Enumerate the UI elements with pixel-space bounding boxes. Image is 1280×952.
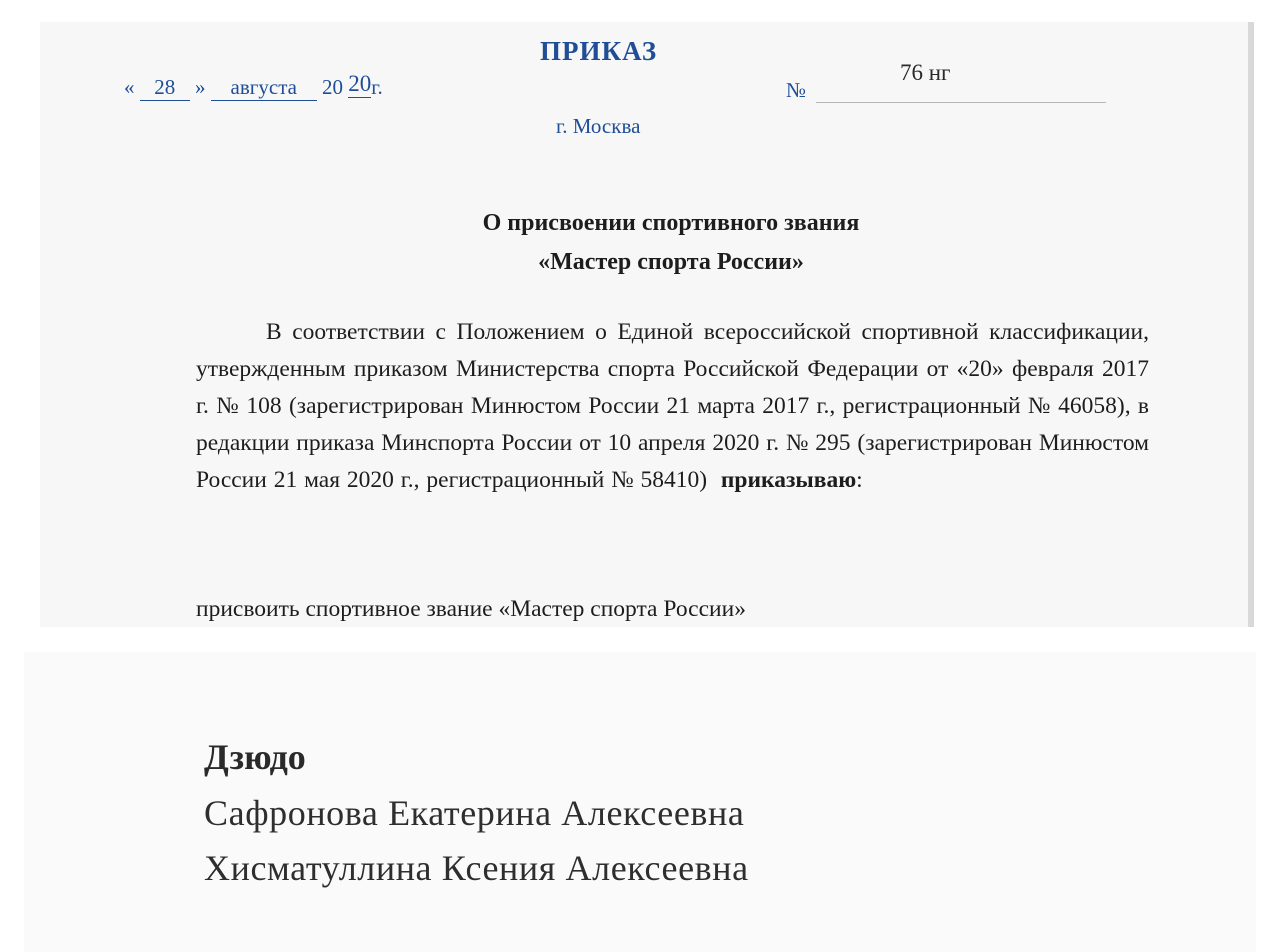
order-body-paragraph bbox=[196, 314, 1149, 499]
subject-line-1: О присвоении спортивного звания bbox=[482, 210, 860, 236]
date-open-quote: « bbox=[124, 75, 135, 99]
date-month: августа bbox=[211, 75, 317, 101]
order-title: ПРИКАЗ bbox=[540, 36, 658, 66]
order-number-value: 76 нг bbox=[900, 60, 951, 85]
sport-heading: Дзюдо bbox=[204, 737, 306, 777]
order-date bbox=[124, 71, 383, 101]
date-year-prefix: 20 bbox=[322, 75, 343, 99]
order-assign-line: присвоить спортивное звание «Мастер спорта России» bbox=[196, 596, 746, 622]
excerpt-zoomed-page bbox=[24, 652, 1256, 952]
athlete-name: Хисматуллина Ксения Алексеевна bbox=[204, 848, 749, 888]
order-city: г. Москва bbox=[556, 114, 641, 138]
order-body-text: В соответствии с Положением о Единой всероссийской спортивной классификации, утвержденным приказом Министерства спорта Российской Федерации от «20» февраля 2017 г. № 108 (зарегистрирован Минюстом России 21 марта 2017 г., регистрационный № 46058), в редакции приказа Минспорта России от 10 апреля 2020 г. № 295 (зарегистрирован Минюстом России 21 мая 2020 г., регистрационный № 58410) bbox=[196, 319, 1149, 493]
order-number-underline bbox=[816, 102, 1106, 103]
subject-line-2: «Мастер спорта России» bbox=[538, 249, 804, 275]
date-year-suffix: 20 bbox=[348, 71, 372, 96]
date-close-quote: » bbox=[195, 75, 206, 99]
athlete-name: Сафронова Екатерина Алексеевна bbox=[204, 793, 745, 833]
order-document-page bbox=[40, 22, 1254, 627]
date-day: 28 bbox=[140, 75, 190, 101]
order-body-bold-word: приказываю bbox=[720, 467, 857, 493]
date-year-mark: г. bbox=[371, 75, 383, 99]
page-edge-shadow bbox=[1248, 22, 1254, 627]
order-body-colon: : bbox=[856, 467, 863, 493]
order-number-label: № bbox=[786, 78, 807, 102]
order-subject bbox=[196, 204, 1146, 282]
